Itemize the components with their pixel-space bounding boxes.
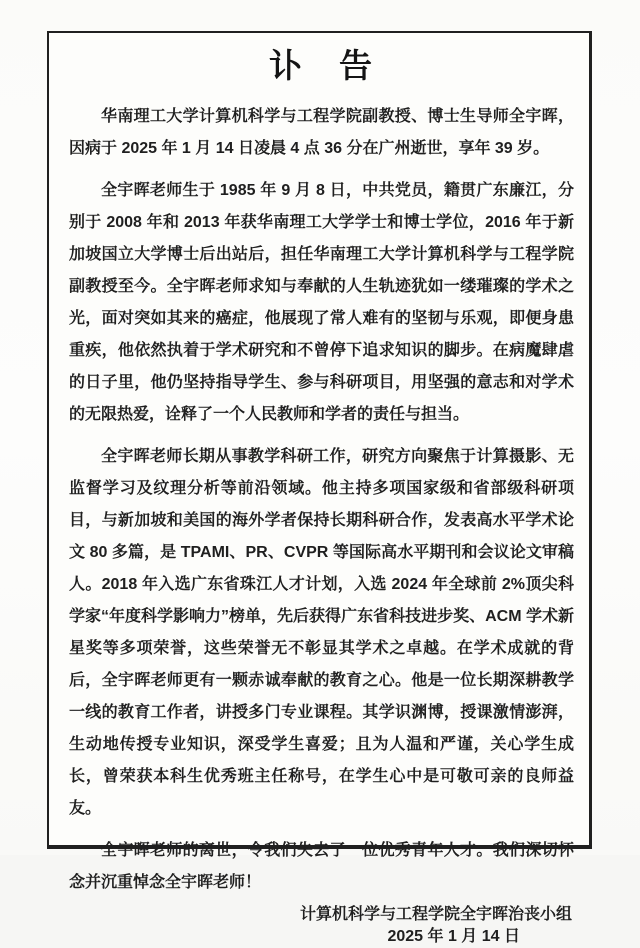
date-line: 2025 年 1 月 14 日 — [387, 928, 520, 945]
signature-line: 计算机科学与工程学院全宇晖治丧小组 — [299, 906, 572, 923]
notice-title: 讣 告 — [269, 47, 374, 84]
notice-paragraph-biography: 全宇晖老师生于 1985 年 9 月 8 日，中共党员，籍贯广东廉江，分别于 2008 年和 2013 年获华南理工大学学士和博士学位，2016 年于新加坡国立大学博士后出站后，担任华南理工大学计算机科学与工程学院副教授至今。全宇晖老师求知与奉献的人生轨迹犹如一缕璀璨的学术之光，面对突如其来的癌症，他展现了常人难有的坚韧与乐观，即便身患重疾，他依然执着于学术研究和不曾停下追求知识的脚步。在病魔肆虐的日子里，他仍坚持指导学生、参与科研项目，用坚强的意志和对学术的无限热爱，诠释了一个人民教师和学者的责任与担当。 — [69, 182, 574, 423]
notice-content — [49, 33, 589, 948]
notice-paragraph-achievements: 全宇晖老师长期从事教学科研工作，研究方向聚焦于计算摄影、无监督学习及纹理分析等前沿领域。他主持多项国家级和省部级科研项目，与新加坡和美国的海外学者保持长期科研合作，发表高水平学术论文 80 多篇，是 TPAMI、PR、CVPR 等国际高水平期刊和会议论文审稿人。2018 年入选广东省珠江人才计划，入选 2024 年全球前 2%顶尖科学家“年度科学影响力”榜单，先后获得广东省科技进步奖、ACM 学术新星奖等多项荣誉，这些荣誉无不彰显其学术之卓越。在学术成就的背后，全宇晖老师更有一颗赤诚奉献的教育之心。他是一位长期深耕教学一线的教育工作者，讲授多门专业课程。其学识渊博，授课激情澎湃，生动地传授专业知识，深受学生喜爱；且为人温和严谨，关心学生成长，曾荣获本科生优秀班主任称号，在学生心中是可敬可亲的良师益友。 — [69, 448, 574, 817]
notice-border-frame — [47, 31, 592, 945]
notice-paragraph-condolence: 全宇晖老师的离世，令我们失去了一位优秀青年人才。我们深切怀念并沉重悼念全宇晖老师！ — [69, 842, 574, 891]
notice-paragraph-death-announcement: 华南理工大学计算机科学与工程学院副教授、博士生导师全宇晖，因病于 2025 年 1 月 14 日凌晨 4 点 36 分在广州逝世，享年 39 岁。 — [69, 108, 574, 157]
